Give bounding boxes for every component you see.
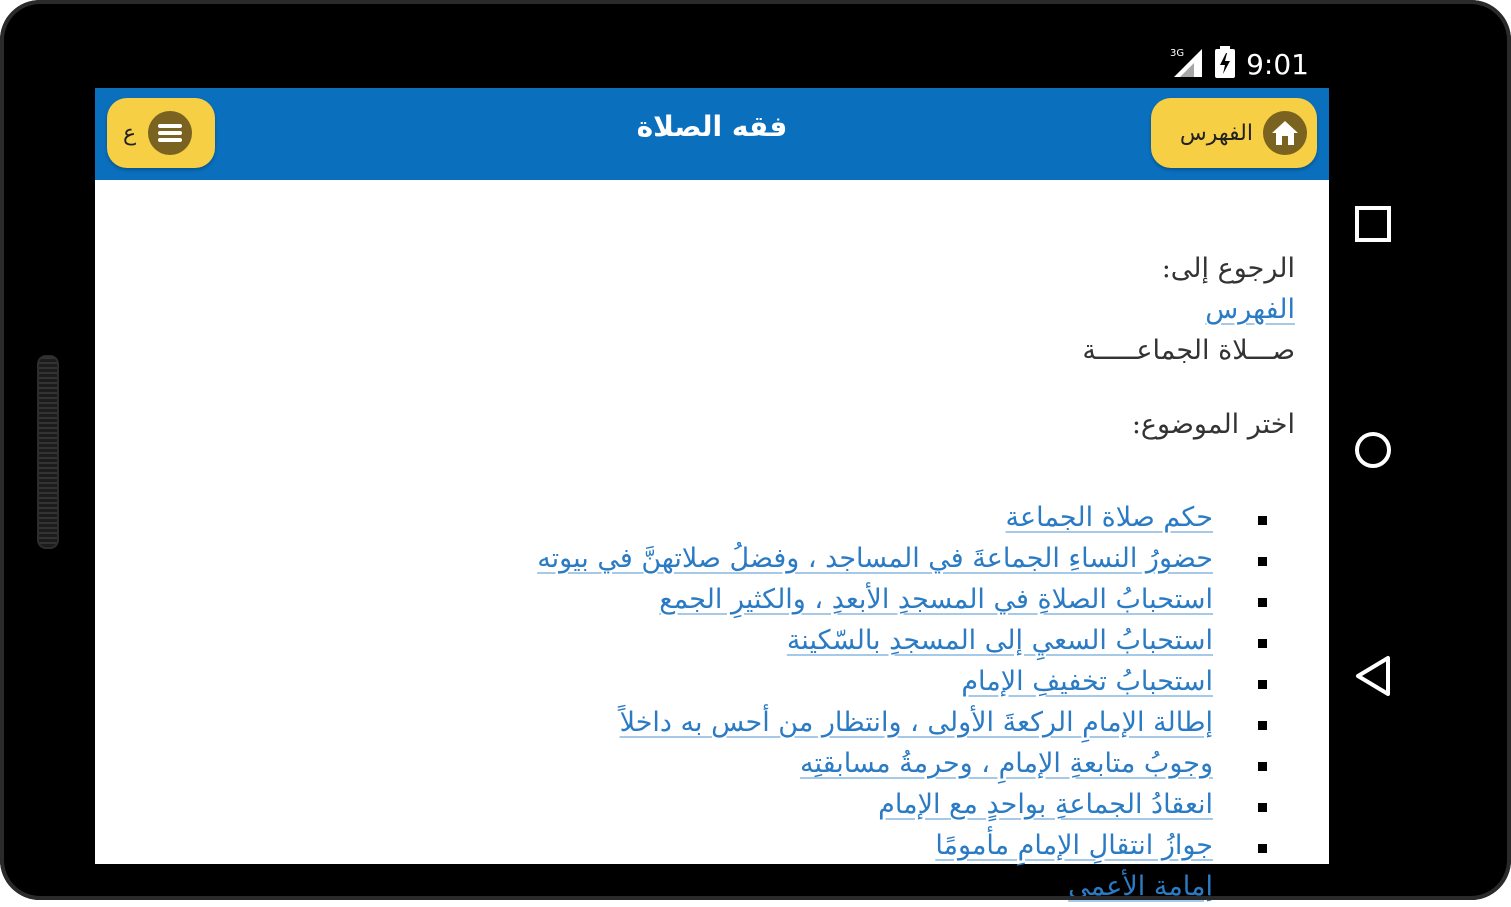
list-item (135, 702, 1213, 743)
topic-link[interactable]: حكم صلاة الجماعة (1005, 502, 1213, 533)
status-icons (1170, 44, 1309, 84)
app-screen (95, 88, 1329, 902)
svg-text:3G: 3G (1170, 48, 1185, 59)
android-nav-bar (1329, 88, 1417, 864)
list-item (135, 743, 1213, 784)
side-speaker-grille (37, 355, 59, 549)
topic-link[interactable]: حضورُ النساءِ الجماعةَ في المساجد ، وفضلُ صلاتهنَّ في بيوته (537, 543, 1213, 574)
recents-square-icon[interactable] (1351, 202, 1395, 246)
list-item (135, 579, 1213, 620)
index-link[interactable]: الفهرس (1205, 294, 1295, 325)
choose-topic-label: اختر الموضوع: (1131, 409, 1295, 440)
list-item (135, 866, 1213, 907)
home-circle-icon[interactable] (1351, 428, 1395, 472)
list-item (135, 538, 1213, 579)
home-icon (1263, 111, 1307, 155)
back-to-label: الرجوع إلى: (1161, 253, 1295, 284)
topic-list (135, 497, 1295, 907)
back-triangle-icon[interactable] (1351, 654, 1395, 698)
section-title: صـــلاة الجماعـــــة (1082, 335, 1295, 366)
topic-link[interactable]: استحبابُ السعيِ إلى المسجدِ بالسّكينة (786, 625, 1213, 656)
app-bar (95, 88, 1329, 180)
clock: 9:01 (1246, 47, 1309, 81)
menu-label: ع (123, 120, 137, 146)
content-area (135, 248, 1295, 907)
list-item (135, 661, 1213, 702)
battery-charging-icon (1214, 45, 1236, 83)
list-item (135, 620, 1213, 661)
topic-link[interactable]: جوازُ انتقالِ الإمامِ مأمومًا (935, 830, 1213, 861)
list-item (135, 784, 1213, 825)
status-bar (95, 40, 1329, 88)
topic-link[interactable]: انعقادُ الجماعةِ بواحدٍ مع الإمام (878, 789, 1213, 820)
list-item (135, 497, 1213, 538)
signal-icon (1170, 45, 1204, 83)
list-item (135, 825, 1213, 866)
index-home-label: الفهرس (1179, 120, 1253, 146)
topic-link[interactable]: استحبابُ الصلاةِ في المسجدِ الأبعدِ ، والكثيرِ الجمع (659, 584, 1213, 615)
page-title: فقه الصلاة (636, 110, 788, 143)
topic-link[interactable]: استحبابُ تخفيفِ الإمام (961, 666, 1213, 697)
topic-link[interactable]: إمامة الأعمى (1068, 871, 1213, 902)
topic-link[interactable]: إطالة الإمامِ الركعةَ الأولى ، وانتظار من أحس به داخلاً (619, 707, 1213, 738)
topic-link[interactable]: وجوبُ متابعةِ الإمامِ ، وحرمةُ مسابقتِه (799, 748, 1213, 779)
index-home-button[interactable] (1151, 98, 1317, 168)
